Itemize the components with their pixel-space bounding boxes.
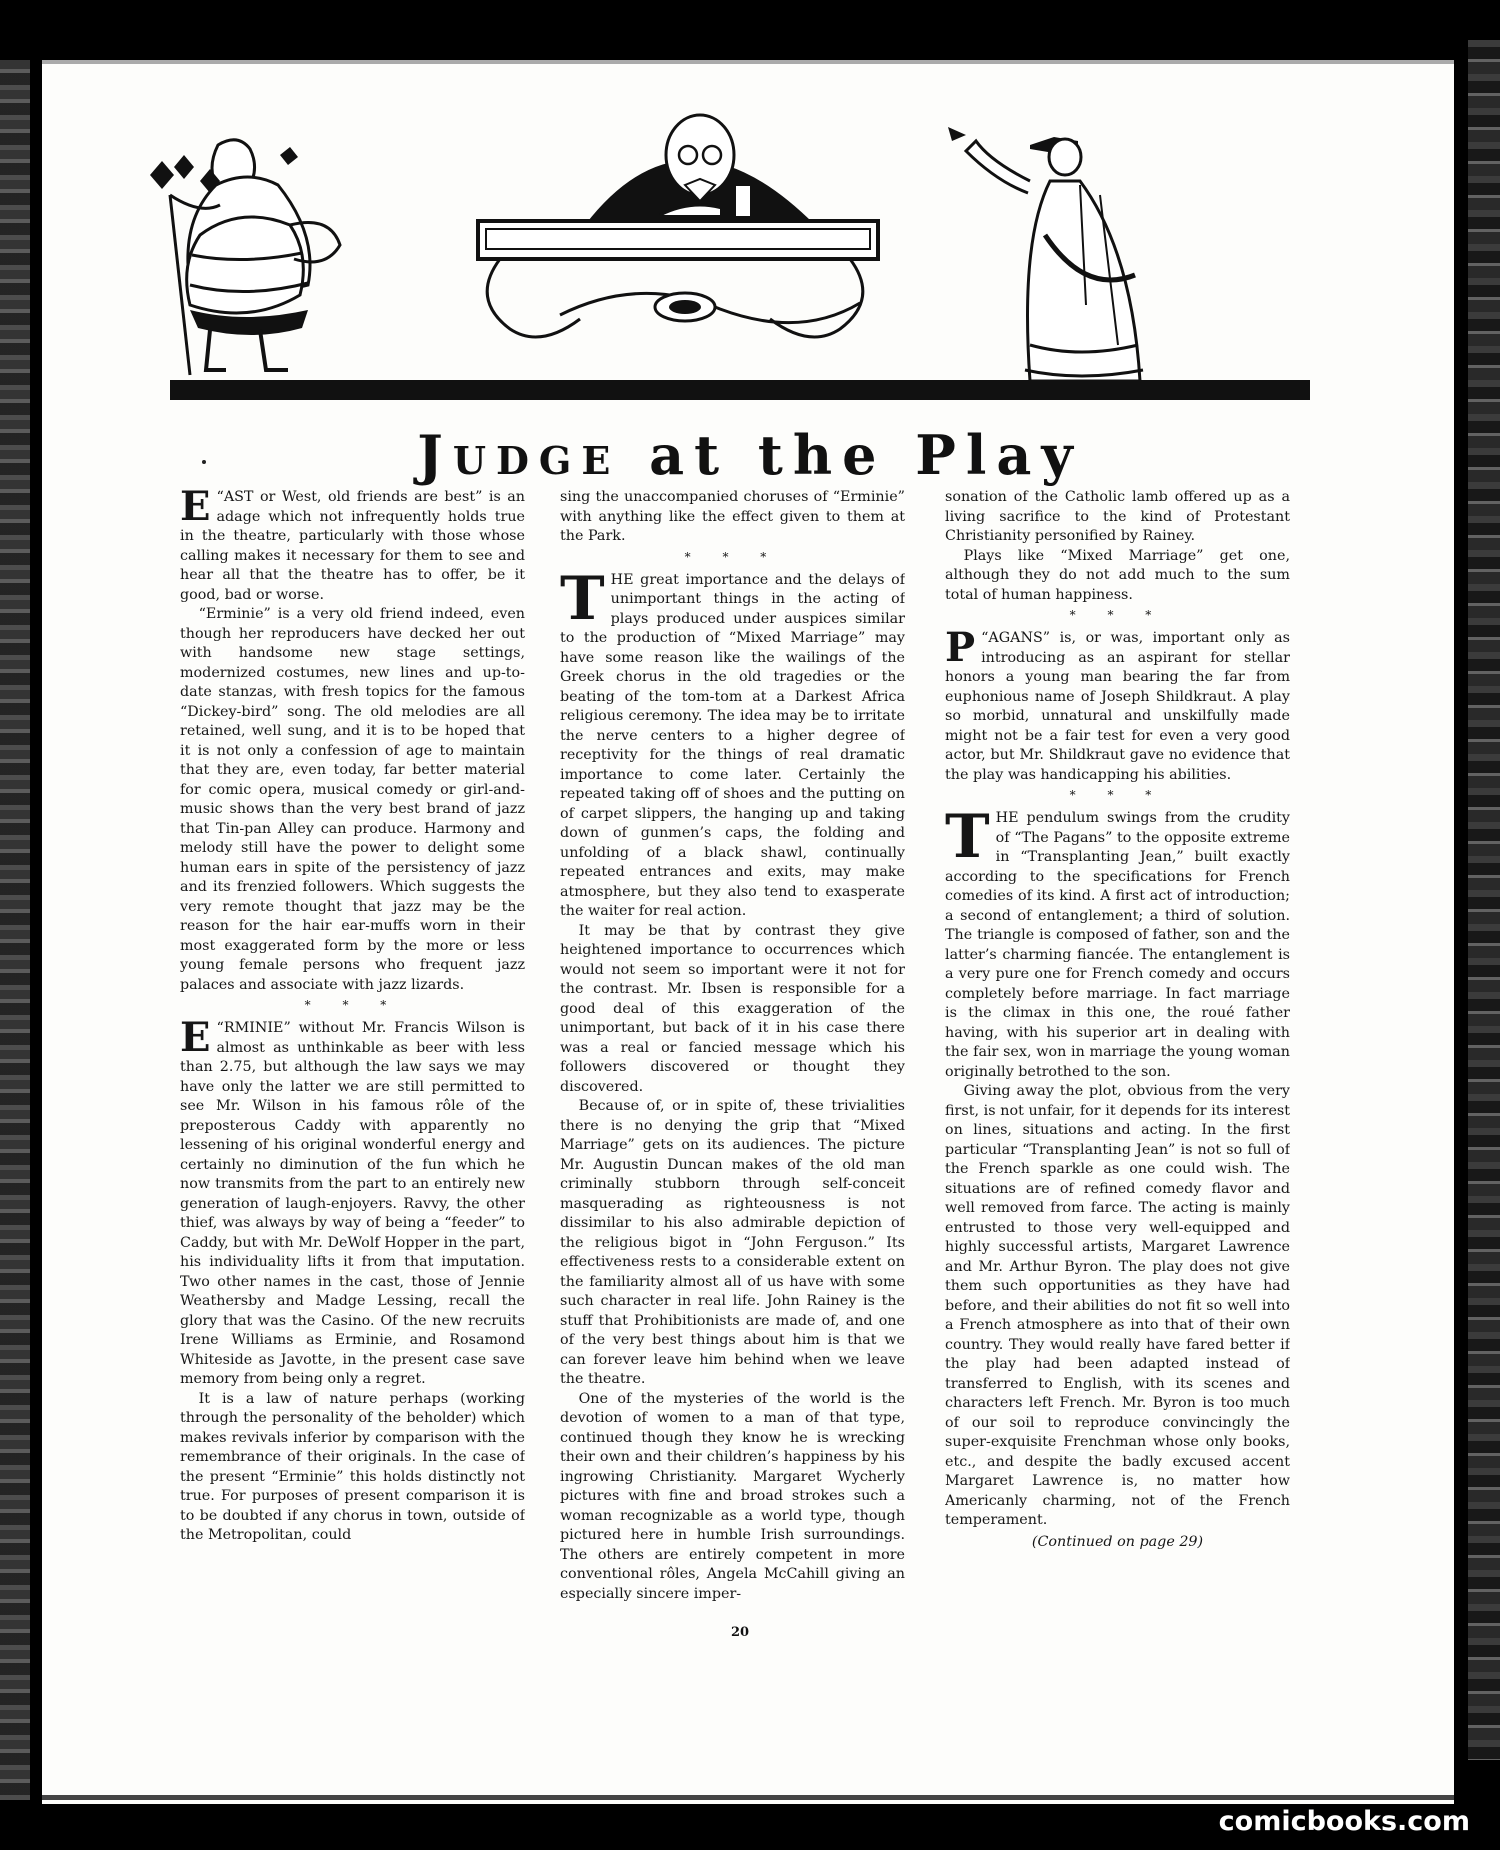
continued-note: (Continued on page 29) [1031,1533,1204,1550]
paragraph-text: sonation of the Catholic lamb offered up as a living sacrifice to the kind of Protestant Christianity personified by Rainey. [945,489,1290,544]
article-column-3 [945,488,1290,1618]
watermark: comicbooks.com [1218,1806,1470,1837]
paragraph-text: One of the mysteries of the world is the devotion of women to a man of that type, continued though they know he is wrecking their own and their children’s happiness by his ingrowing Christianity. Margaret Wycherly pictures with fine and broad strokes such a woman recognizable as a world type, though pictured here in humble Irish surroundings. The others are entirely competent in more conventional rôles, Angela McCahill giving an especially sincere imper- [560,1390,905,1602]
drop-cap: T [560,563,605,634]
binding-strip-right [1468,40,1500,1760]
opening-quote: “ [216,489,224,505]
lead-paragraph [945,624,1290,785]
continued-paragraph [945,488,1290,547]
paragraph [945,547,1290,606]
paragraph-text: Plays like “Mixed Marriage” get one, although they do not add much to the sum total of human happiness. [945,547,1290,603]
paragraph-text: sing the unaccompanied choruses of “Erminie” with anything like the effect given to them at the Park. [560,489,905,544]
paragraph-text: HE great importance and the delays of unimportant things in the acting of plays produced under auspices similar to the production of “Mixed Marriage” may have some reason like the wailings of the Greek chorus in the old tragedies or the beating of the tom-tom at a Darkest Africa religious ceremony. The idea may be to irritate the nerve centers to a higher degree of receptivity for the things of real dramatic importance to come later. Certainly the repeated taking off of shoes and the putting on of carpet slippers, the hanging up and taking down of gunmen’s caps, the folding and unfolding of a black shawl, continually repeated entrances and exits, may make atmosphere, but they also tend to exasperate the waiter for real action. [560,571,905,919]
lead-paragraph [560,563,905,922]
paragraph [945,1082,1290,1531]
paragraph-text: Giving away the plot, obvious from the very first, is not unfair, for it depends for its interest on lines, situations and acting. In the first particular “Transplanting Jean” is not so full of the French sparkle as one could wish. The situations are of refined comedy flavor and well removed from farce. The acting is mainly entrusted to those very well-equipped and highly successful artists, Margaret Lawrence and Mr. Arthur Byron. The play does not give them such opportunities as they have had before, and their abilities do not fit so well into a French atmosphere as into that of their own country. They would really have fared better if the play had been adapted instead of transferred to English, with its scenes and characters left French. Mr. Byron is too much of our soil to reproduce convincingly the super-exquisite Frenchman whose only books, etc., and despite the badly excused accent Margaret Lawrence is, no matter how Americanly charming, not of the French temperament. [945,1083,1290,1528]
section-divider: * * * [684,549,781,564]
article-column-2 [560,488,905,1618]
judge-at-bench [478,115,878,337]
section-divider: * * * [1069,788,1166,802]
paragraph [180,1390,525,1546]
paragraph [560,922,905,1098]
paragraph [560,1097,905,1390]
lady-in-ruffled-dress [150,140,340,375]
page-title [100,420,1400,490]
title-suffix: at the Play [649,423,1083,487]
opening-quote: “ [216,1020,224,1036]
lead-paragraph [180,1014,525,1390]
page-edge [42,1795,1454,1800]
opening-quote: “ [981,630,989,646]
header-illustration [130,85,1310,405]
drop-cap: P [945,624,976,671]
title-prefix: Judge [417,423,621,487]
paragraph [560,1390,905,1605]
paragraph-text: AGANS” is, or was, important only as introducing as an aspirant for stellar honors a young man bearing the far from euphonious name of Joseph Shildkraut. A play so morbid, unnatural and unskilfully made might not be a fair test for even a very good actor, but Mr. Shildkraut gave no evidence that the play was handicapping his abilities. [945,630,1290,783]
drop-cap: E [180,1014,211,1061]
paragraph-text: AST or West, old friends are best” is an adage which not infrequently holds true in the theatre, particularly with those whose calling makes it necessary for them to see and hear all that the theatre has to offer, be it good, bad or worse. [180,489,525,603]
header-illustration-drawing [130,85,1310,405]
lead-paragraph [945,802,1290,1082]
paragraph [180,605,525,995]
drop-cap: E [180,488,211,530]
paragraph-text: RMINIE” without Mr. Francis Wilson is almost as unthinkable as beer with less than 2.75, but although the law says we may have only the latter we are still permitted to see Mr. Wilson in his famous rôle of the preposterous Caddy with apparently no lessening of his original wonderful energy and certainly no diminution of the fun which he now transmits from the part to an entirely new generation of laugh-enjoyers. Ravvy, the other thief, was always by way of being a “feeder” to Caddy, but with Mr. DeWolf Hopper in the part, his individuality lifts it from that imputation. Two other names in the cast, those of Jennie Weathersby and Madge Lessing, recall the glory that was the Casino. Of the new recruits Irene Williams as Erminie, and Rosamond Whiteside as Javotte, in the present case save memory from being only a regret. [180,1020,525,1387]
ground-bar [170,380,1310,400]
section-divider: * * * [1069,608,1166,622]
paragraph-text: It is a law of nature perhaps (working through the personality of the beholder) which makes revivals inferior by comparison with the remembrance of their originals. In the case of the present “Erminie” this holds distinctly not true. For purposes of present comparison it is to be doubted if any chorus in town, outside of the Metropolitan, could [180,1390,525,1543]
greek-tragedienne [948,127,1143,381]
section-divider: * * * [304,998,401,1012]
paragraph-text: It may be that by contrast they give heightened importance to occurrences which would not seem so important were it not for the contrast. Mr. Ibsen is responsible for a good deal of this exaggeration of the unimportant, but back of it in his case there was a real or fancied message which his followers discovered or thought they discovered. [560,922,905,1095]
drop-cap: T [945,802,990,872]
paragraph-text: “Erminie” is a very old friend indeed, even though her reproducers have decked her out with handsome new stage settings, modernized costumes, new lines and up-to-date stanzas, with fresh topics for the famous “Dickey-bird” song. The old melodies are all retained, well sung, and it is to be hoped that it is not only a confession of age to maintain that they are, even today, far better material for comic opera, musical comedy or girl-and-music shows than the very best brand of jazz that Tin-pan Alley can produce. Harmony and melody still have the power to delight some human ears in spite of the persistency of jazz and its frenzied followers. Which suggests the very remote thought that jazz may be the reason for the hair ear-muffs worn in their most exaggerated form by the more or less young female persons who frequent jazz palaces and associate with jazz lizards. [180,606,525,993]
lead-paragraph [180,488,525,605]
binding-strip-left [0,60,30,1800]
continued-paragraph [560,488,905,547]
page-number: 20 [730,1625,750,1640]
paragraph-text: Because of, or in spite of, these trivialities there is no denying the grip that “Mixed Marriage” gets on its audiences. The picture Mr. Augustin Duncan makes of the old man criminally stubborn through self-conceit masquerading as righteousness is not dissimilar to his also admirable depiction of the religious bigot in “John Ferguson.” Its effectiveness rests to a considerable extent on the familiarity almost all of us have with some such character in real life. John Rainey is the stuff that Prohibitionists are made of, and one of the very best things about him is that we can forever leave him behind when we leave the theatre. [560,1098,905,1387]
paragraph-text: HE pendulum swings from the crudity of “The Pagans” to the opposite extreme in “Transplanting Jean,” built exactly according to the specifications for French comedies of its kind. A first act of introduction; a second of entanglement; a third of solution. The triangle is composed of father, son and the latter’s charming fiancée. The entanglement is a very pure one for French comedy and occurs completely before marriage. In fact marriage is the climax in this one, the roué father having, with his superior art in dealing with the fair sex, won in marriage the young woman originally betrothed to the son. [945,810,1290,1080]
article-column-1 [180,488,525,1618]
